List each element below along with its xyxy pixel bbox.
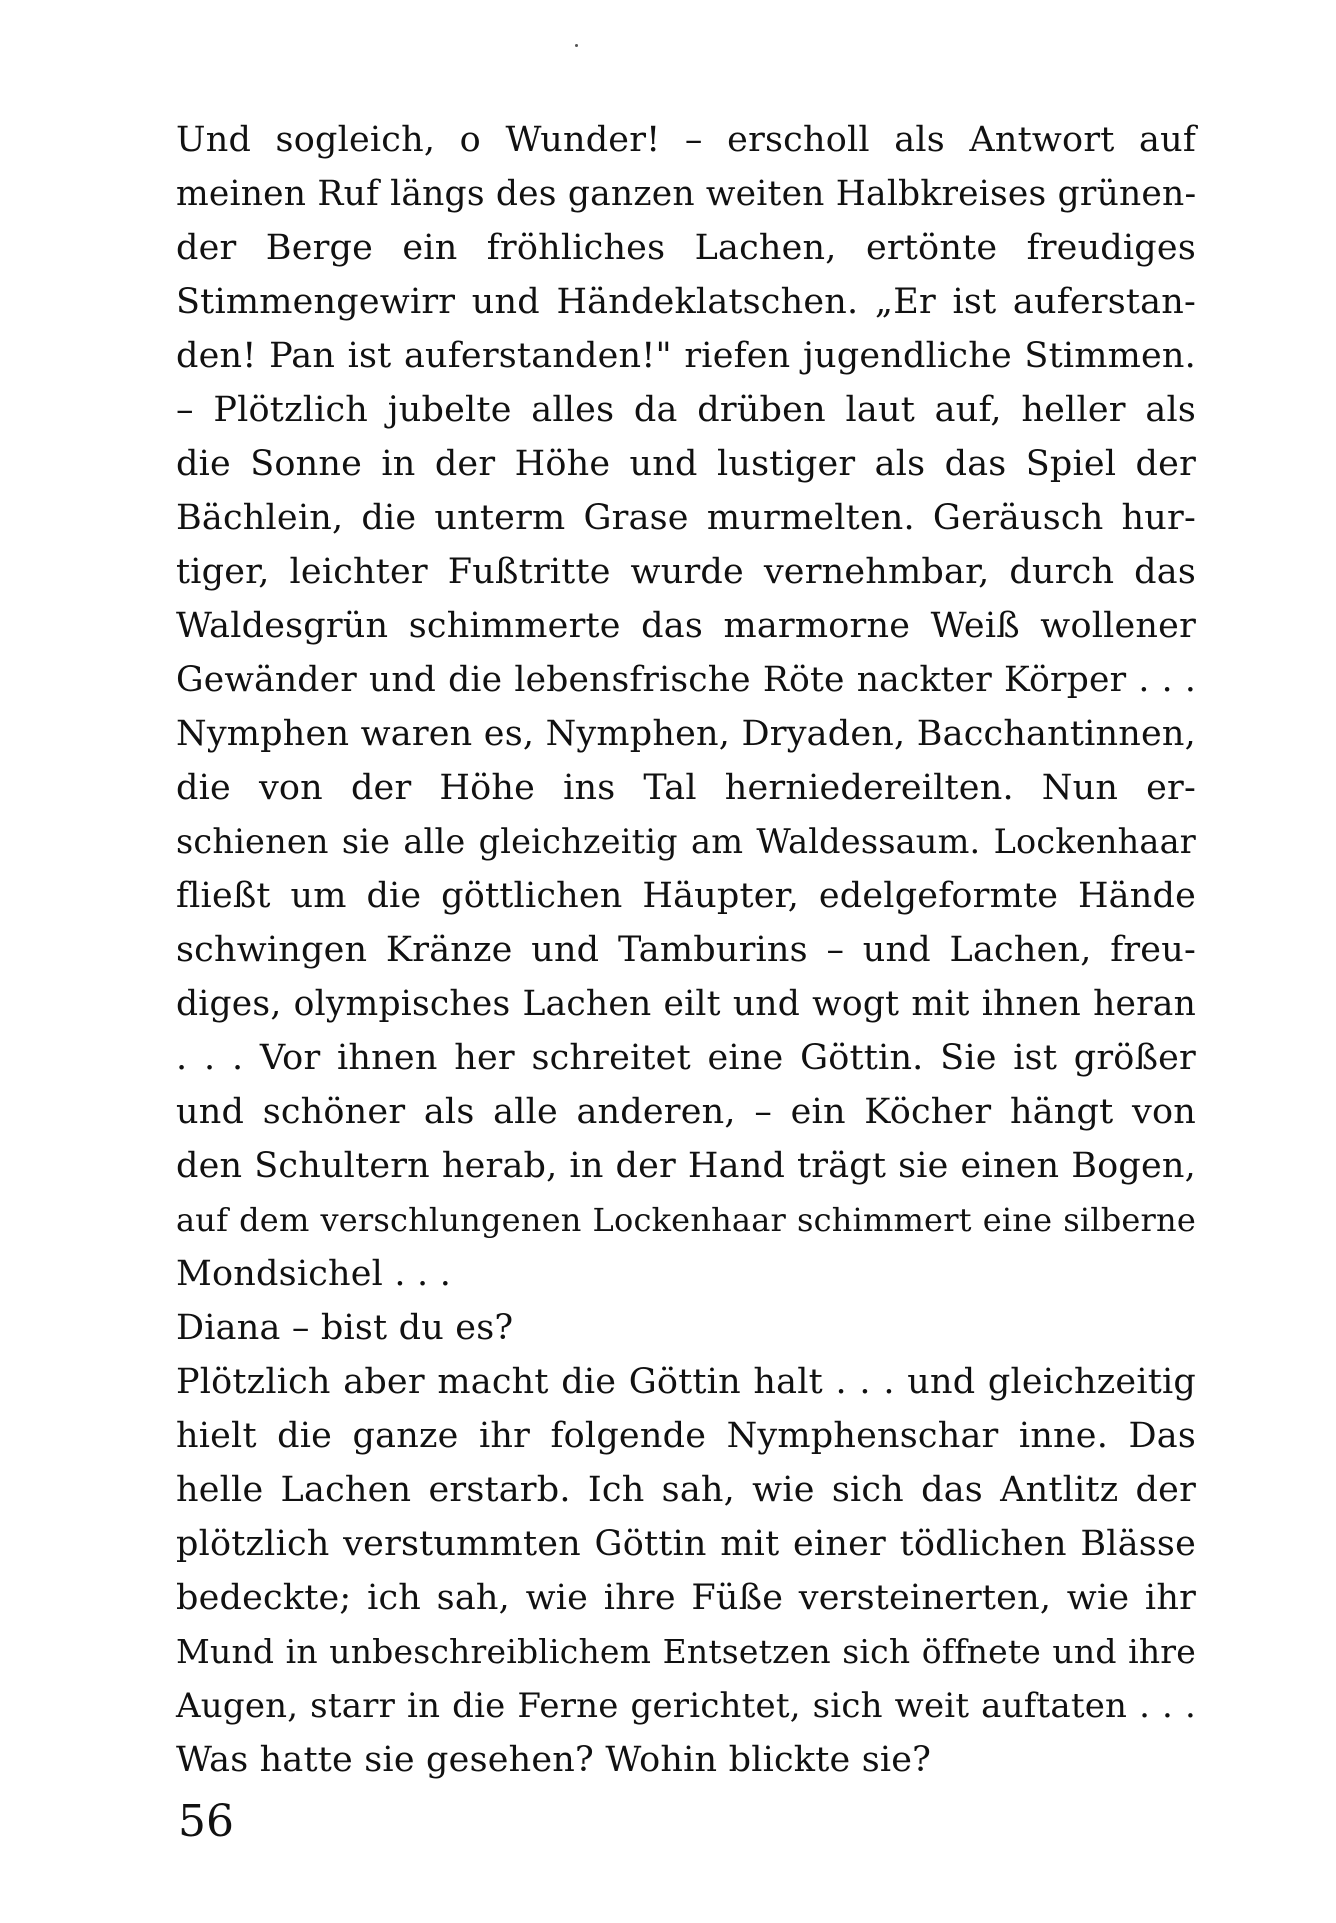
text-line: hielt die ganze ihr folgende Nymphenschar inne. Das (176, 1416, 1196, 1456)
text-line: helle Lachen erstarb. Ich sah, wie sich das Antlitz der (176, 1470, 1196, 1510)
text-line: Nymphen waren es, Nymphen, Dryaden, Bacchantinnen, (176, 714, 1196, 754)
text-line: Mondsichel . . . (176, 1254, 452, 1294)
text-line: tiger, leichter Fußtritte wurde vernehmbar, durch das (176, 552, 1196, 592)
page-number: 56 (178, 1796, 234, 1847)
text-line: bedeckte; ich sah, wie ihre Füße versteinerten, wie ihr (176, 1578, 1196, 1618)
text-line: Gewänder und die lebensfrische Röte nackter Körper . . . (176, 660, 1196, 700)
text-line: die Sonne in der Höhe und lustiger als das Spiel der (176, 444, 1196, 484)
text-line: auf dem verschlungenen Lockenhaar schimmert eine silberne (176, 1201, 1196, 1239)
text-line: den! Pan ist auferstanden!" riefen jugendliche Stimmen. (176, 336, 1196, 376)
text-line: Plötzlich aber macht die Göttin halt . . . und gleichzeitig (176, 1362, 1196, 1402)
text-line: – Plötzlich jubelte alles da drüben laut auf, heller als (176, 390, 1196, 430)
text-line: die von der Höhe ins Tal herniedereilten. Nun er- (176, 768, 1196, 808)
text-line: der Berge ein fröhliches Lachen, ertönte freudiges (176, 228, 1196, 268)
text-line: Waldesgrün schimmerte das marmorne Weiß wollener (176, 606, 1196, 646)
text-line: schwingen Kränze und Tamburins – und Lachen, freu- (176, 930, 1196, 970)
text-line: . . . Vor ihnen her schreitet eine Göttin. Sie ist größer (176, 1038, 1196, 1078)
text-line: den Schultern herab, in der Hand trägt sie einen Bogen, (176, 1146, 1196, 1186)
body-text (176, 113, 1196, 1787)
text-line: Mund in unbeschreiblichem Entsetzen sich öffnete und ihre (176, 1632, 1196, 1671)
text-line: diges, olympisches Lachen eilt und wogt mit ihnen heran (176, 984, 1196, 1024)
text-line: Diana – bist du es? (176, 1308, 514, 1348)
text-line: Bächlein, die unterm Grase murmelten. Geräusch hur- (176, 498, 1196, 538)
text-line: Augen, starr in die Ferne gerichtet, sich weit auftaten . . . (176, 1686, 1196, 1726)
text-line: fließt um die göttlichen Häupter, edelgeformte Hände (176, 876, 1196, 916)
text-line: und schöner als alle anderen, – ein Köcher hängt von (176, 1092, 1196, 1132)
text-line: plötzlich verstummten Göttin mit einer tödlichen Blässe (176, 1524, 1196, 1564)
text-line: meinen Ruf längs des ganzen weiten Halbkreises grünen- (176, 174, 1197, 214)
text-line: Stimmengewirr und Händeklatschen. „Er ist auferstan- (176, 282, 1196, 322)
print-speck (575, 44, 578, 47)
text-line: Und sogleich, o Wunder! – erscholl als Antwort auf (176, 120, 1196, 160)
text-line: schienen sie alle gleichzeitig am Waldessaum. Lockenhaar (176, 822, 1196, 861)
text-line: Was hatte sie gesehen? Wohin blickte sie? (176, 1740, 932, 1780)
